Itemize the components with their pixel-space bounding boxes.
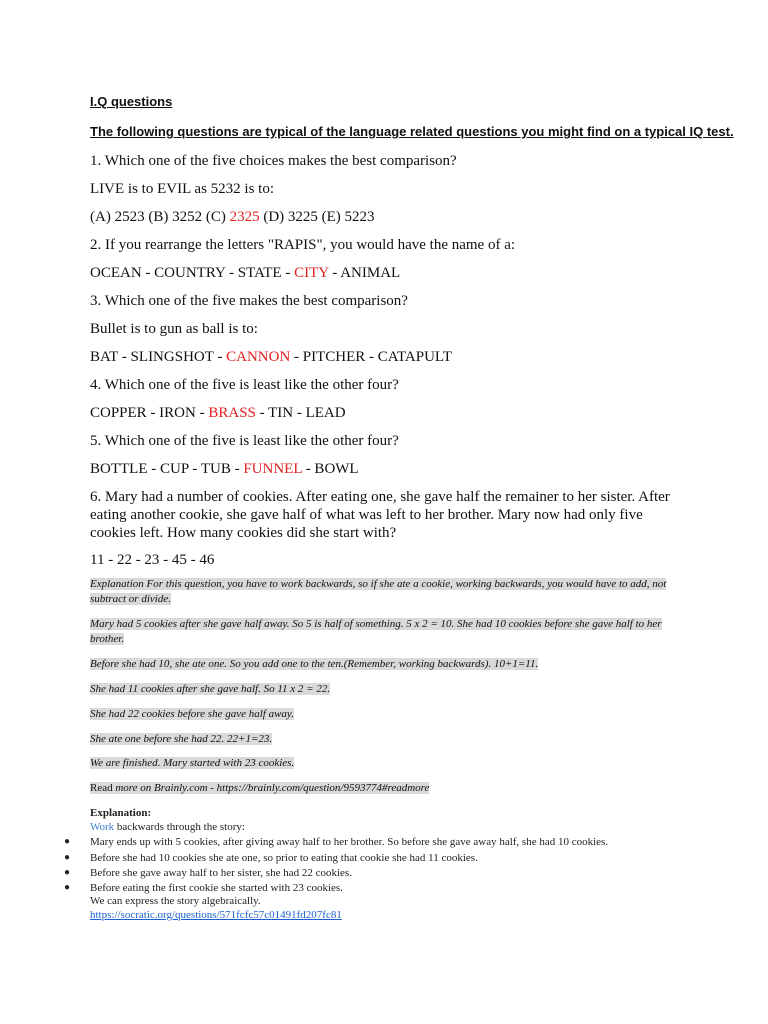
choices-text: BOTTLE - CUP - TUB - [90, 461, 244, 477]
bullet-icon: ● [64, 836, 71, 847]
question-6: 6. Mary had a number of cookies. After eating one, she gave half the remainer to her sister. After eating another cookie, she gave half of what was left to her brother. Mary now had only five cookies left. How many cookies did she start with? [90, 489, 670, 541]
answer-highlight: BRASS [208, 405, 256, 421]
list-item: ● Before she had 10 cookies she ate one, so prior to eating that cookie she had 11 cookies. [64, 852, 478, 864]
answer-highlight: 2325 [229, 209, 260, 225]
readmore-rest: more on Brainly.com - https://brainly.com/question/9593774#readmore [112, 782, 430, 794]
question-5: 5. Which one of the five is least like the other four? [90, 433, 399, 449]
question-1-choices [90, 208, 375, 226]
explanation-label: Explanation: [90, 807, 152, 819]
readmore-lead: Read [90, 782, 113, 794]
intro-text: The following questions are typical of the language related questions you might find on a typical IQ test. [90, 124, 734, 139]
explanation-line-3: Before she had 10, she ate one. So you add one to the ten.(Remember, working backwards). 10+1=11. [90, 658, 539, 670]
question-1: 1. Which one of the five choices makes the best comparison? [90, 153, 457, 169]
question-2: 2. If you rearrange the letters "RAPIS", you would have the name of a: [90, 237, 516, 253]
choices-text: - PITCHER - CATAPULT [290, 349, 452, 365]
choices-text: COPPER - IRON - [90, 405, 209, 421]
list-item: ● Mary ends up with 5 cookies, after giving away half to her brother. So before she gave away half, she had 10 cookies. [64, 836, 609, 848]
question-1-prompt: LIVE is to EVIL as 5232 is to: [90, 181, 275, 197]
bullet-icon: ● [64, 852, 71, 863]
choices-text: (A) 2523 (B) 3252 (C) [90, 209, 230, 225]
question-3-prompt: Bullet is to gun as ball is to: [90, 321, 258, 337]
work-rest: backwards through the story: [114, 821, 245, 833]
socratic-link[interactable]: https://socratic.org/questions/571fcfc57c01491fd207fc81 [90, 909, 342, 921]
choices-text: BAT - SLINGSHOT - [90, 349, 227, 365]
answer-highlight: FUNNEL [243, 461, 302, 477]
choices-text: (D) 3225 (E) 5223 [259, 209, 375, 225]
bullet-icon: ● [64, 867, 71, 878]
choices-text: - BOWL [301, 461, 359, 477]
question-2-choices [90, 264, 400, 282]
question-4-choices [90, 404, 346, 422]
list-item: ● Before she gave away half to her sister, she had 22 cookies. [64, 867, 352, 879]
question-4: 4. Which one of the five is least like the other four? [90, 377, 399, 393]
work-backwards-line [90, 820, 245, 834]
question-6-choices: 11 - 22 - 23 - 45 - 46 [90, 552, 215, 568]
work-word: Work [90, 821, 115, 833]
answer-highlight: CITY [294, 265, 329, 281]
answer-highlight: CANNON [226, 349, 291, 365]
express-line: We can express the story algebraically. [90, 895, 261, 907]
question-5-choices [90, 460, 359, 478]
question-3-choices [90, 348, 452, 366]
explanation-line-5: She had 22 cookies before she gave half away. [90, 708, 294, 720]
question-3: 3. Which one of the five makes the best comparison? [90, 293, 408, 309]
bullet-icon: ● [64, 882, 71, 893]
explanation-line-2: Mary had 5 cookies after she gave half away. So 5 is half of something. 5 x 2 = 10. She had 10 cookies before she gave half to her brother. [90, 618, 662, 645]
list-item: ● Before eating the first cookie she started with 23 cookies. [64, 882, 343, 894]
choices-text: - ANIMAL [328, 265, 401, 281]
explanation-line-7: We are finished. Mary started with 23 cookies. [90, 757, 295, 769]
page-title: I.Q questions [90, 94, 173, 109]
explanation-line-6: She ate one before she had 22. 22+1=23. [90, 733, 273, 745]
choices-text: OCEAN - COUNTRY - STATE - [90, 265, 295, 281]
explanation-line-1: Explanation For this question, you have to work backwards, so if she ate a cookie, working backwards, you would have to add, not subtract or divide. [90, 578, 667, 605]
readmore-line [90, 781, 429, 796]
explanation-line-4: She had 11 cookies after she gave half. So 11 x 2 = 22. [90, 683, 331, 695]
choices-text: - TIN - LEAD [255, 405, 346, 421]
